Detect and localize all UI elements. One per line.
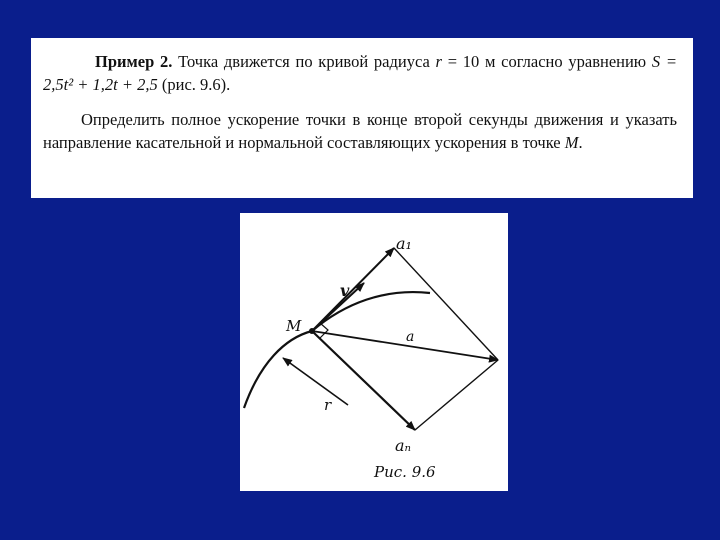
task-end: .: [578, 133, 583, 152]
radius-line: [283, 358, 348, 405]
radius-equation: = 10 м согласно уравнению: [441, 52, 652, 71]
label-m: M: [286, 317, 302, 335]
radius-symbol: r: [435, 52, 442, 71]
total-acceleration-vector: [312, 331, 498, 360]
right-angle-mark: [320, 323, 328, 338]
statement-text-1: Точка движется по кривой радиуса: [172, 52, 436, 71]
problem-task: [43, 108, 677, 154]
normal-acceleration-vector: [312, 331, 415, 430]
label-a: a: [406, 329, 415, 345]
problem-text-panel: [31, 38, 693, 198]
motion-equation: S = 2,5t² + 1,2t + 2,5: [43, 52, 677, 94]
label-a-n: aₙ: [395, 436, 412, 455]
label-a-tau: a₁: [396, 234, 412, 253]
label-v: v: [340, 281, 350, 300]
task-text: Определить полное ускорение точки в конце второй секунды движения и указать направление касательной и нормальной составляющих ускорения в точке: [43, 110, 677, 152]
problem-statement: [43, 50, 677, 96]
label-r: r: [324, 396, 332, 414]
figure-panel: [240, 213, 508, 491]
figure-reference: (рис. 9.6).: [157, 75, 231, 94]
example-label: Пример 2.: [95, 52, 173, 71]
construction-line-bottom: [415, 360, 498, 430]
figure-caption: Рис. 9.6: [374, 463, 436, 481]
point-symbol: M: [564, 133, 579, 152]
acceleration-diagram: [240, 213, 508, 491]
tangential-acceleration-vector: [312, 248, 394, 331]
trajectory-curve: [244, 292, 430, 408]
point-m-dot: [309, 328, 315, 334]
